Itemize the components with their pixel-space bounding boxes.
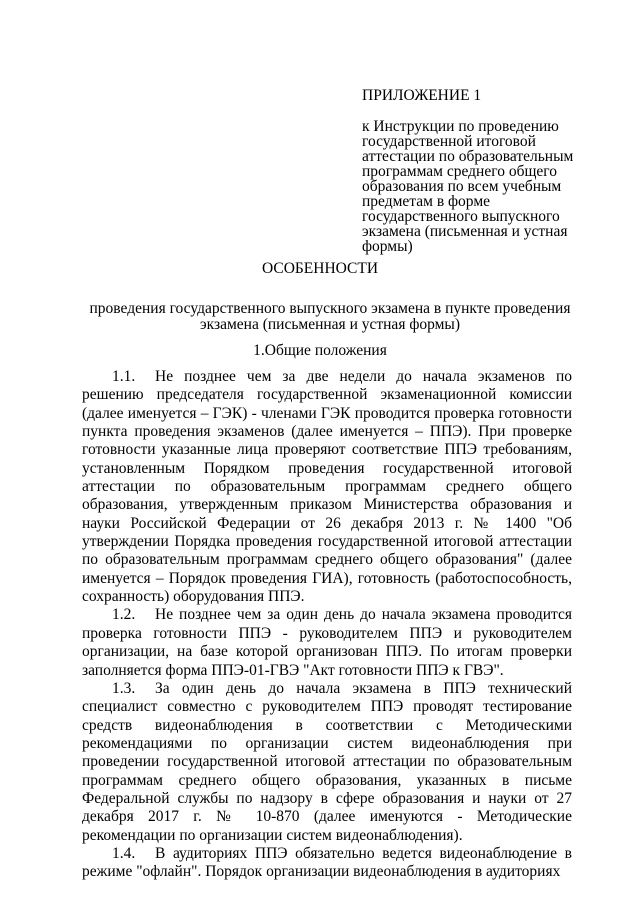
- paragraph-1-3: [82, 680, 572, 845]
- paragraph-text: За один день до начала экзамена в ППЭ технический специалист совместно с руководителем ППЭ проводят тестирование средств видеонаблюдения в соответствии с Методическими рекомендациями по организации систем видеонаблюдения при проведении государственной итоговой аттестации по образовательным программам среднего общего образования, указанных в письме Федеральной службы по надзору в сфере образования и науки от 27 декабря 2017 г. № 10-870 (далее именуются - Методические рекомендации по организации систем видеонаблюдения).: [82, 679, 572, 844]
- paragraph-1-4: [82, 845, 572, 882]
- paragraph-number: 1.4.: [112, 844, 136, 862]
- paragraph-1-1: [82, 368, 572, 606]
- paragraph-number: 1.2.: [112, 606, 136, 624]
- document-subtitle: проведения государственного выпускного экзамена в пункте проведения экзамена (письменная и устная формы): [89, 300, 571, 333]
- paragraph-text: Не позднее чем за две недели до начала экзаменов по решению председателя государственной экзаменационной комиссии (далее именуется – ГЭК) - членами ГЭК проводится проверка готовности пункта проведения экзаменов (далее именуется – ППЭ). При проверке готовности указанные лица проверяют соответствие ППЭ требованиям, установленным Порядком проведения государственной итоговой аттестации по образовательным программам среднего общего образования, утвержденным приказом Министерства образования и науки Российской Федерации от 26 декабря 2013 г. № 1400 "Об утверждении Порядка проведения государственной итоговой аттестации по образовательным программам среднего общего образования" (далее именуется – Порядок проведения ГИА), готовность (работоспособность, сохранность) оборудования ППЭ.: [82, 368, 572, 606]
- document-body: [82, 368, 572, 882]
- paragraph-number: 1.3.: [112, 679, 136, 697]
- appendix-title: ПРИЛОЖЕНИЕ 1: [362, 87, 482, 104]
- paragraph-1-2: [82, 606, 572, 679]
- section-heading: 1.Общие положения: [253, 342, 387, 359]
- paragraph-text: Не позднее чем за один день до начала экзамена проводится проверка готовности ППЭ - руководителем ППЭ и руководителем организации, на базе которой организован ППЭ. По итогам проверки заполняется форма ППЭ-01-ГВЭ "Акт готовности ППЭ к ГВЭ".: [82, 606, 572, 679]
- paragraph-number: 1.1.: [112, 368, 136, 385]
- document-title: ОСОБЕННОСТИ: [261, 260, 379, 277]
- appendix-header: [362, 88, 582, 254]
- appendix-text: к Инструкции по проведению государственной итоговой аттестации по образовательным программам среднего общего образования по всем учебным предметам в форме государственного выпускного экзамена (письменная и устная формы): [362, 118, 574, 255]
- paragraph-text: В аудиториях ППЭ обязательно ведется видеонаблюдение в режиме "офлайн". Порядок организации видеонаблюдения в аудиториях: [82, 844, 572, 881]
